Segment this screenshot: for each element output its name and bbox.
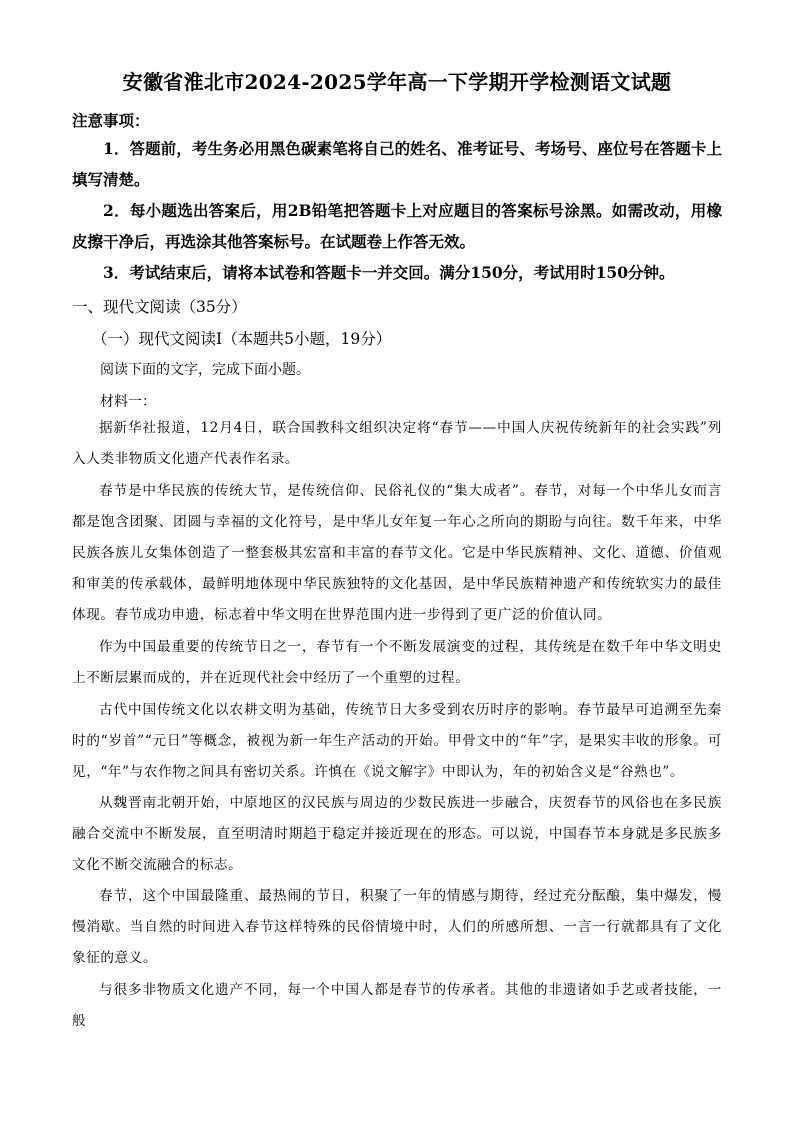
section-heading: 一、现代文阅读（35分） xyxy=(72,298,247,316)
notice-heading: 注意事项： xyxy=(72,111,150,130)
notice-item-1: 1．答题前，考生务必用黑色碳素笔将自己的姓名、准考证号、考场号、座位号在答题卡上填写清楚。 xyxy=(72,139,722,189)
reading-instruction: 阅读下面的文字，完成下面小题。 xyxy=(100,362,310,378)
body-paragraph: 从魏晋南北朝开始，中原地区的汉民族与周边的少数民族进一步融合，庆贺春节的风俗也在多民族融合交流中不断发展，直至明清时期趋于稳定并接近现在的形态。可以说，中国春节本身就是多民族多文化不断交流融合的标志。 xyxy=(72,795,722,873)
body-paragraph: 春节，这个中国最隆重、最热闹的节日，积聚了一年的情感与期待，经过充分酝酿，集中爆发，慢慢消歇。当自然的时间进入春节这样特殊的民俗情境中时，人们的所感所想、一言一行就都具有了文化象征的意义。 xyxy=(72,888,722,966)
body-paragraph: 作为中国最重要的传统节日之一，春节有一个不断发展演变的过程，其传统是在数千年中华文明史上不断层累而成的，并在近现代社会中经历了一个重塑的过程。 xyxy=(72,639,722,686)
material-label: 材料一： xyxy=(100,394,156,410)
page-title: 安徽省淮北市2024-2025学年高一下学期开学检测语文试题 xyxy=(122,70,672,94)
body-paragraph: 与很多非物质文化遗产不同，每一个中国人都是春节的传承者。其他的非遗诸如手艺或者技能，一般 xyxy=(72,982,722,1029)
body-paragraph: 据新华社报道，12月4日，联合国教科文组织决定将“春节——中国人庆祝传统新年的社会实践”列入人类非物质文化遗产代表作名录。 xyxy=(72,420,722,467)
notice-item-2: 2．每小题选出答案后，用2B铅笔把答题卡上对应题目的答案标号涂黑。如需改动，用橡皮擦干净后，再选涂其他答案标号。在试题卷上作答无效。 xyxy=(72,201,722,251)
subsection-heading: （一）现代文阅读Ⅰ（本题共5小题，19分） xyxy=(92,330,392,348)
notice-item-3: 3．考试结束后，请将本试卷和答题卡一并交回。满分150分，考试用时150分钟。 xyxy=(103,263,675,282)
body-paragraph: 古代中国传统文化以农耕文明为基础，传统节日大多受到农历时序的影响。春节最早可追溯至先秦时的“岁首”“元日”等概念，被视为新一年生产活动的开始。甲骨文中的“年”字，是果实丰收的形象。可见，“年”与农作物之间具有密切关系。许慎在《说文解字》中即认为，年的初始含义是“谷熟也”。 xyxy=(72,702,722,780)
body-paragraph: 春节是中华民族的传统大节，是传统信仰、民俗礼仪的“集大成者”。春节，对每一个中华儿女而言都是饱含团聚、团圆与幸福的文化符号，是中华儿女年复一年心之所向的期盼与向往。数千年来，中华民族各族儿女集体创造了一整套极其宏富和丰富的春节文化。它是中华民族精神、文化、道德、价值观和审美的传承载体，最鲜明地体现中华民族独特的文化基因，是中华民族精神遗产和传统软实力的最佳体现。春节成功申遗，标志着中华文明在世界范围内进一步得到了更广泛的价值认同。 xyxy=(72,483,722,623)
